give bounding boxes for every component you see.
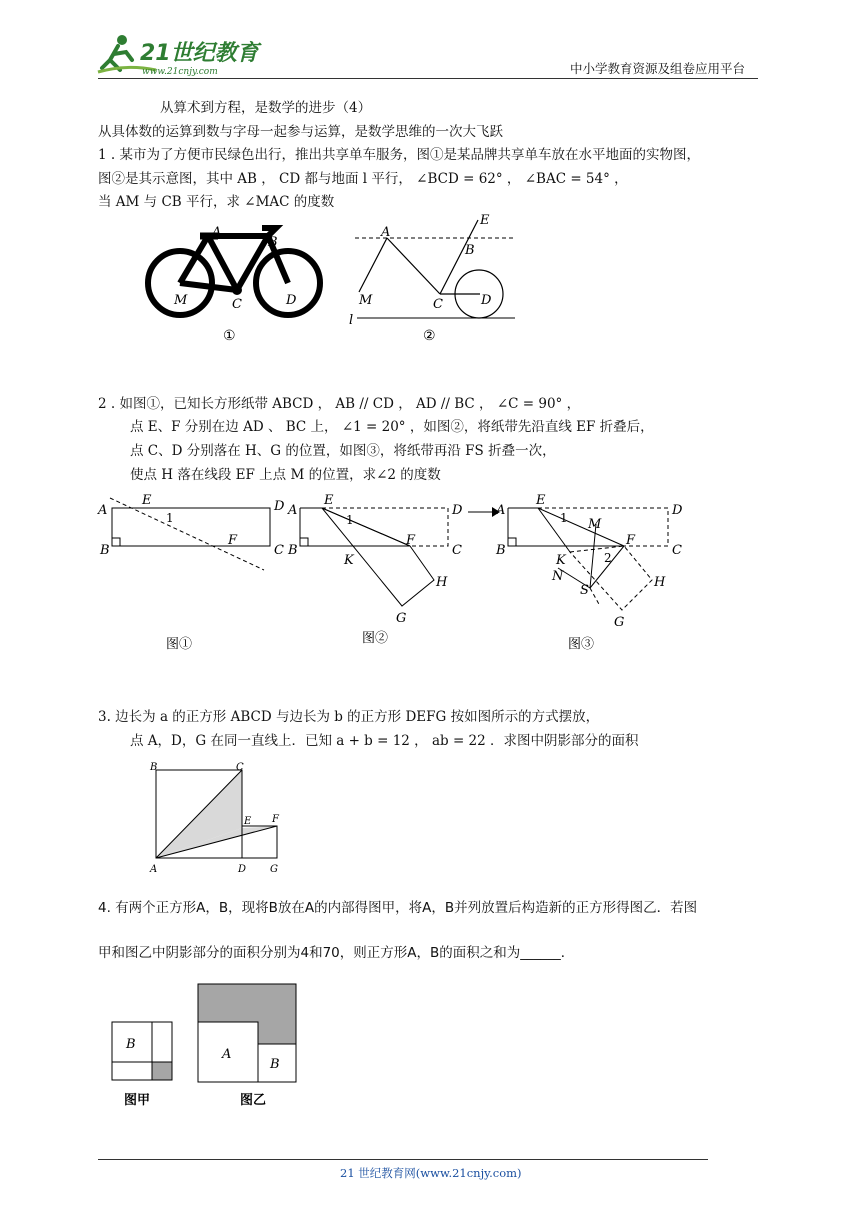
page-title: 从算术到方程，是数学的进步（4） xyxy=(160,100,372,116)
svg-text:E: E xyxy=(480,213,490,228)
svg-text:M: M xyxy=(588,517,602,532)
svg-text:A: A xyxy=(212,225,222,240)
q1-figure-1-bicycle xyxy=(140,218,330,348)
svg-text:C: C xyxy=(232,297,242,312)
svg-text:C: C xyxy=(274,543,284,558)
svg-text:C: C xyxy=(433,297,443,312)
svg-text:B: B xyxy=(100,543,110,558)
svg-text:C: C xyxy=(672,543,682,558)
svg-text:A: A xyxy=(381,225,391,240)
svg-text:F: F xyxy=(272,814,279,825)
svg-text:E: E xyxy=(142,493,152,508)
q4-line-2: 甲和图乙中阴影部分的面积分别为4和70，则正方形A，B的面积之和为______． xyxy=(98,945,575,961)
q1-line-1: 1 . 某市为了方便市民绿色出行，推出共享单车服务，图①是某品牌共享单车放在水平地面的实物图， xyxy=(98,147,700,163)
footer-divider xyxy=(98,1159,708,1160)
q3-figure xyxy=(146,758,296,880)
logo xyxy=(96,30,266,78)
q1-line-3: 当 AM 与 CB 平行，求 ∠MAC 的度数 xyxy=(98,194,335,210)
svg-text:A: A xyxy=(496,503,506,518)
q2-figure-2 xyxy=(286,490,486,660)
logo-text: 21世纪教育 xyxy=(140,41,259,66)
svg-text:A: A xyxy=(222,1047,232,1062)
q4-fig-jia-caption: 图甲 xyxy=(124,1093,151,1108)
svg-text:K: K xyxy=(556,553,566,568)
page-subtitle: 从具体数的运算到数与字母一起参与运算，是数学思维的一次大飞跃 xyxy=(98,124,503,140)
svg-text:B: B xyxy=(126,1037,136,1052)
q2-figure-1 xyxy=(96,490,296,660)
svg-text:G: G xyxy=(270,864,278,875)
q3-line-2: 点 A，D，G 在同一直线上．已知 a + b = 12 ， ab = 22 ．求图中阴影部分的面积 xyxy=(130,733,639,749)
svg-text:F: F xyxy=(228,533,238,548)
header-divider xyxy=(98,78,758,79)
svg-text:1: 1 xyxy=(166,511,174,525)
svg-text:B: B xyxy=(268,235,278,250)
q3-line-1: 3. 边长为 a 的正方形 ABCD 与边长为 b 的正方形 DEFG 按如图所示的方式摆放， xyxy=(98,709,600,725)
q1-line-2: 图②是其示意图，其中 AB ， CD 都与地面 l 平行， ∠BCD = 62° ， ∠BAC = 54° ， xyxy=(98,171,628,187)
svg-text:D: D xyxy=(452,503,463,518)
svg-text:A: A xyxy=(288,503,298,518)
q1-fig1-caption: ① xyxy=(223,328,236,344)
svg-text:M: M xyxy=(359,293,373,308)
svg-text:E: E xyxy=(536,493,546,508)
q1-figure-2-schematic xyxy=(345,210,525,345)
svg-text:2: 2 xyxy=(604,551,612,565)
platform-name: 中小学教育资源及组卷应用平台 xyxy=(570,61,746,76)
svg-text:F: F xyxy=(626,533,636,548)
svg-text:A: A xyxy=(98,503,108,518)
q2-line-3: 点 C、D 分别落在 H、G 的位置，如图③，将纸带再沿 FS 折叠一次， xyxy=(130,443,556,459)
svg-text:1: 1 xyxy=(346,513,354,527)
svg-text:D: D xyxy=(238,864,247,875)
q4-fig-yi-caption: 图乙 xyxy=(240,1093,267,1108)
svg-text:B: B xyxy=(270,1057,280,1072)
svg-text:S: S xyxy=(580,583,589,598)
svg-text:H: H xyxy=(654,575,666,590)
svg-text:E: E xyxy=(324,493,334,508)
svg-text:C: C xyxy=(236,762,244,773)
svg-text:B: B xyxy=(150,762,158,773)
svg-text:K: K xyxy=(344,553,354,568)
svg-text:A: A xyxy=(150,864,158,875)
svg-text:1: 1 xyxy=(560,511,568,525)
q2-figure-3 xyxy=(492,490,702,660)
q2-fig1-caption: 图① xyxy=(166,637,193,652)
svg-text:D: D xyxy=(672,503,683,518)
svg-text:F: F xyxy=(406,533,416,548)
q2-line-4: 使点 H 落在线段 EF 上点 M 的位置，求∠2 的度数 xyxy=(130,467,441,483)
svg-text:G: G xyxy=(396,611,407,626)
q4-line-1: 4. 有两个正方形A，B，现将B放在A的内部得图甲，将A，B并列放置后构造新的正方形得图乙．若图 xyxy=(98,900,698,916)
svg-text:l: l xyxy=(349,313,354,328)
svg-text:B: B xyxy=(496,543,506,558)
svg-text:D: D xyxy=(274,499,285,514)
svg-text:H: H xyxy=(436,575,448,590)
svg-text:M: M xyxy=(174,293,188,308)
q2-fig2-caption: 图② xyxy=(362,631,389,646)
q2-fig3-caption: 图③ xyxy=(568,637,595,652)
q2-line-1: 2 . 如图①，已知长方形纸带 ABCD ， AB // CD ， AD // BC ， ∠C = 90° ， xyxy=(98,396,581,412)
svg-text:B: B xyxy=(465,243,475,258)
q1-fig2-caption: ② xyxy=(423,328,436,344)
q4-figure-yi xyxy=(196,982,300,1110)
footer-text: 21 世纪教育网(www.21cnjy.com) xyxy=(340,1166,522,1180)
svg-text:D: D xyxy=(286,293,297,308)
q2-line-2: 点 E、F 分别在边 AD 、 BC 上， ∠1 = 20° ，如图②，将纸带先沿直线 EF 折叠后， xyxy=(130,419,654,435)
logo-url: www.21cnjy.com xyxy=(142,67,218,77)
svg-text:E: E xyxy=(244,816,252,827)
svg-text:B: B xyxy=(288,543,298,558)
svg-text:G: G xyxy=(614,615,625,630)
svg-text:D: D xyxy=(481,293,492,308)
svg-text:C: C xyxy=(452,543,462,558)
q4-figure-jia xyxy=(110,1020,180,1110)
svg-text:N: N xyxy=(552,569,564,584)
